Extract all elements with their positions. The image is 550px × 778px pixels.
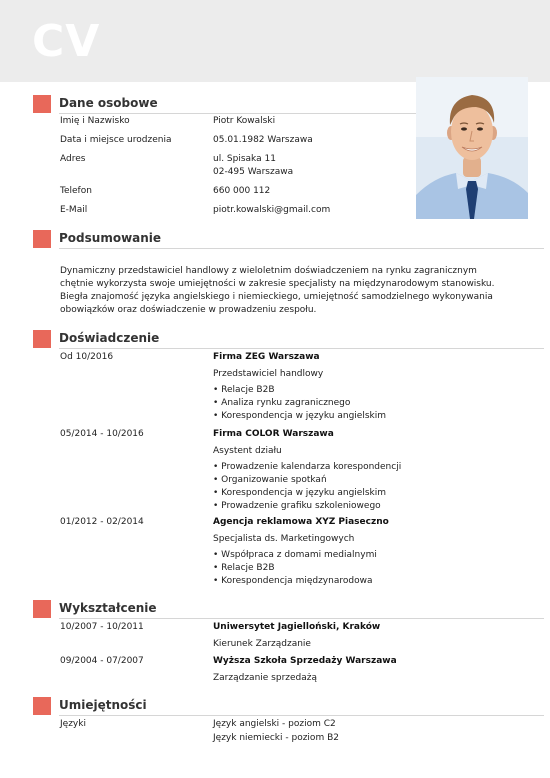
summary-text: Dynamiczny przedstawiciel handlowy z wieloletnim doświadczeniem na rynku zagranicznym chętnie wykorzysta swoje umiejętności w zakresie specjalisty na międzynarodowym stanowisku. Biegła znajomość języka angielskiego i niemieckiego, umiejętność samodzielnego wykonywania obowiązków oraz doświadczenie w prowadzeniu zespołu.: [60, 266, 495, 315]
section-skills-title: Umiejętności: [59, 698, 147, 712]
education-period: 10/2007 - 10/2011: [60, 622, 144, 632]
section-marker: [33, 230, 51, 248]
job-company: Firma COLOR Warszawa: [213, 429, 334, 439]
section-marker: [33, 330, 51, 348]
personal-value-address-line2: 02-495 Warszawa: [213, 167, 294, 177]
section-rule: [59, 113, 416, 114]
section-marker: [33, 697, 51, 715]
profile-photo: [416, 77, 528, 219]
section-education-title: Wykształcenie: [59, 601, 157, 615]
education-school: Uniwersytet Jagielloński, Kraków: [213, 622, 381, 632]
job-duty: • Prowadzenie kalendarza korespondencji: [213, 461, 401, 474]
personal-value-address-line1: ul. Spisaka 11: [213, 154, 276, 164]
job-duty: • Relacje B2B: [213, 562, 275, 575]
section-summary-title: Podsumowanie: [59, 231, 162, 245]
skills-label-languages: Języki: [60, 719, 86, 729]
job-duty: • Prowadzenie grafiku szkoleniowego: [213, 500, 381, 513]
cv-title: CV: [32, 16, 101, 67]
job-position: Specjalista ds. Marketingowych: [213, 534, 355, 544]
education-period: 09/2004 - 07/2007: [60, 656, 144, 666]
job-duty: • Organizowanie spotkań: [213, 474, 327, 487]
job-position: Przedstawiciel handlowy: [213, 369, 324, 379]
personal-value-name: Piotr Kowalski: [213, 116, 276, 126]
personal-label-name: Imię i Nazwisko: [60, 116, 130, 126]
personal-value-birth: 05.01.1982 Warszawa: [213, 135, 313, 145]
education-field: Kierunek Zarządzanie: [213, 639, 311, 649]
personal-label-phone: Telefon: [60, 186, 92, 196]
section-rule: [59, 715, 544, 716]
education-field: Zarządzanie sprzedażą: [213, 673, 318, 683]
section-marker: [33, 95, 51, 113]
skills-value: Język niemiecki - poziom B2: [213, 733, 339, 743]
section-experience-title: Doświadczenie: [59, 331, 160, 345]
personal-value-phone: 660 000 112: [213, 186, 271, 196]
personal-label-email: E-Mail: [60, 205, 88, 215]
section-rule: [59, 248, 544, 249]
job-position: Asystent działu: [213, 446, 282, 456]
job-company: Agencja reklamowa XYZ Piaseczno: [213, 517, 389, 527]
personal-label-birth: Data i miejsce urodzenia: [60, 135, 172, 145]
job-duty: • Korespondencja międzynarodowa: [213, 575, 372, 588]
job-duty: • Analiza rynku zagranicznego: [213, 397, 350, 410]
job-period: Od 10/2016: [60, 352, 114, 362]
job-duty: • Korespondencja w języku angielskim: [213, 487, 386, 500]
personal-value-email: piotr.kowalski@gmail.com: [213, 205, 331, 215]
personal-label-address: Adres: [60, 154, 86, 164]
skills-value: Język angielski - poziom C2: [213, 719, 336, 729]
job-company: Firma ZEG Warszawa: [213, 352, 320, 362]
job-period: 05/2014 - 10/2016: [60, 429, 144, 439]
section-rule: [59, 618, 544, 619]
section-personal-title: Dane osobowe: [59, 96, 158, 110]
education-school: Wyższa Szkoła Sprzedaży Warszawa: [213, 656, 397, 666]
job-period: 01/2012 - 02/2014: [60, 517, 144, 527]
section-marker: [33, 600, 51, 618]
job-duty: • Korespondencja w języku angielskim: [213, 410, 386, 423]
section-rule: [59, 348, 544, 349]
job-duty: • Współpraca z domami medialnymi: [213, 549, 377, 562]
job-duty: • Relacje B2B: [213, 384, 275, 397]
